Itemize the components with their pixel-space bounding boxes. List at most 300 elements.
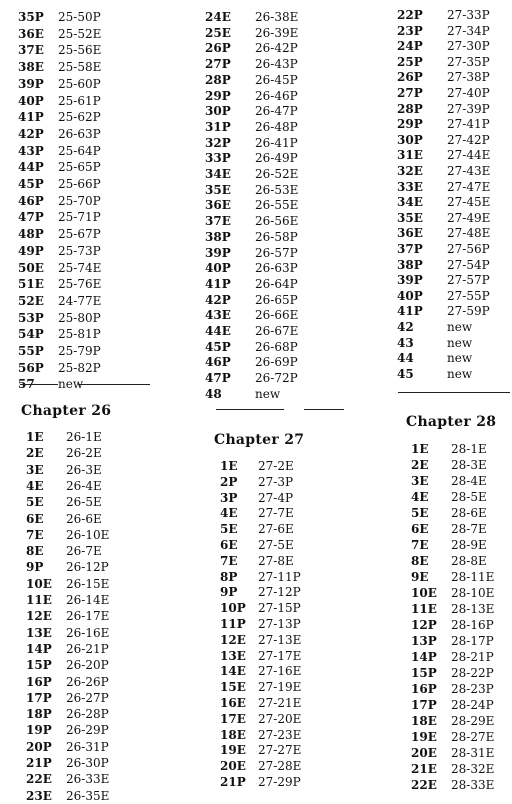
index-entry [0,42,170,58]
problem-number: 55P [18,344,44,358]
index-entry [170,339,340,355]
reference-code: new [447,335,473,350]
index-entry [170,474,340,490]
reference-code: 26-6E [66,511,102,526]
index-entry [0,26,170,42]
problem-number: 42 [397,320,414,334]
index-entry [340,633,510,649]
index-entry [170,521,340,537]
reference-code: 28-1E [451,442,487,456]
index-entry [170,727,340,743]
problem-number: 48 [205,386,222,401]
reference-code: 27-55P [447,288,490,303]
reference-code: 27-7E [258,506,294,521]
reference-code: 26-12P [66,560,109,575]
index-entry [170,632,340,648]
problem-number: 6E [411,522,429,536]
reference-code: 26-53E [255,182,299,197]
index-entry [170,663,340,679]
problem-number: 37P [397,242,423,256]
index-entry [170,553,340,569]
index-entry [170,182,340,198]
reference-code: 27-19E [258,680,302,695]
column-3 [340,0,512,800]
index-entry [0,755,170,771]
problem-number: 28P [397,101,423,116]
reference-code: 25-73P [58,243,101,258]
problem-number: 54P [18,327,44,342]
problem-number: 29P [397,117,423,132]
index-entry [0,429,170,445]
index-entry [170,245,340,261]
problem-number: 38P [205,229,231,244]
problem-number: 41P [397,304,423,319]
index-entry [340,163,510,179]
index-entry [340,665,510,681]
problem-number: 26P [397,70,423,85]
reference-code: 25-81P [58,327,101,342]
problem-number: 39P [18,76,44,91]
index-entry [0,511,170,527]
index-entry [0,143,170,159]
problem-number: 47P [18,210,44,225]
problem-number: 32P [205,135,231,150]
reference-code: 27-4P [258,490,294,505]
reference-code: 25-62P [58,110,101,125]
reference-code: 26-15E [66,576,110,591]
problem-number: 5E [411,506,429,520]
index-entry [340,505,510,521]
reference-code: 26-21P [66,641,109,656]
index-entry [170,537,340,553]
reference-code: 27-38P [447,70,490,85]
reference-code: 25-76E [58,277,102,292]
index-entry [340,441,510,457]
problem-number: 5E [26,495,44,510]
reference-code: 26-7E [66,544,102,559]
index-entry [340,729,510,745]
reference-code: 27-30P [447,39,490,54]
reference-code: 25-64P [58,143,101,158]
reference-code: 26-20P [66,658,109,673]
reference-code: 25-61P [58,93,101,108]
index-entry [340,23,510,39]
reference-code: 28-6E [451,506,487,520]
problem-number: 48P [18,227,44,242]
problem-number: 36E [18,26,44,41]
reference-code: 26-57P [255,245,298,260]
index-entry [0,543,170,559]
problem-number: 34E [205,167,231,181]
index-entry [0,462,170,478]
problem-number: 29P [205,88,231,103]
problem-number: 46P [205,355,231,370]
index-entry [340,225,510,241]
index-entry [170,166,340,182]
reference-code: 26-43P [255,57,298,72]
reference-code: 25-71P [58,210,101,225]
problem-number: 17P [411,698,437,712]
problem-number: 20E [220,759,246,774]
problem-number: 13E [26,625,52,640]
reference-code: 26-69P [255,355,298,370]
reference-code: new [447,366,473,381]
index-entry [340,319,510,335]
index-entry [0,293,170,309]
index-entry [170,119,340,135]
reference-code: 28-31E [451,746,495,760]
reference-code: 26-27P [66,690,109,705]
reference-code: 26-63P [255,261,298,276]
index-entry [340,303,510,319]
problem-number: 39P [397,273,423,288]
index-entry [340,681,510,697]
reference-code: 28-7E [451,522,487,536]
problem-number: 38E [18,60,44,75]
reference-code: 28-8E [451,554,487,568]
problem-number: 22P [397,8,423,22]
reference-code: 26-5E [66,495,102,510]
index-entry [170,490,340,506]
problem-number: 12P [411,618,437,632]
problem-number: 5E [220,522,238,537]
index-entry [170,616,340,632]
reference-code: 27-57P [447,273,490,288]
problem-number: 41P [205,276,231,291]
problem-number: 15E [220,680,246,695]
problem-number: 9E [411,570,429,584]
reference-code: 27-6E [258,522,294,537]
index-entry [340,38,510,54]
chapter-heading: Chapter 26 [21,403,112,419]
problem-number: 38P [397,257,423,272]
reference-code: 28-22P [451,666,494,680]
problem-number: 21P [26,756,52,770]
index-entry [340,101,510,117]
problem-number: 28P [205,72,231,87]
index-entry [170,72,340,88]
index-entry [170,679,340,695]
reference-code: 27-54P [447,257,490,272]
reference-code: 28-24P [451,698,494,712]
problem-number: 40P [397,288,423,303]
index-entry [340,601,510,617]
reference-code: 27-5E [258,538,294,552]
reference-code: 24-77E [58,293,102,308]
problem-number: 17E [220,711,246,726]
reference-code: 27-23E [258,727,302,742]
index-entry [170,260,340,276]
problem-number: 43E [205,308,231,323]
reference-code: 25-80P [58,310,101,325]
reference-code: 27-34P [447,23,490,38]
problem-number: 45P [205,339,231,354]
reference-code: new [447,351,473,366]
problem-number: 3E [411,474,429,488]
index-entry [0,608,170,624]
index-entry [0,126,170,142]
index-entry [340,777,510,793]
index-entry [0,559,170,575]
reference-code: 26-45P [255,72,298,87]
index-entry [0,176,170,192]
separator-line [78,384,150,385]
index-entry [0,276,170,292]
reference-code: 25-66P [58,177,101,191]
index-entry [0,260,170,276]
index-entry [0,93,170,109]
index-entry [170,213,340,229]
reference-code: 25-58E [58,60,102,75]
reference-code: 26-26P [66,674,109,689]
index-entry [340,585,510,601]
problem-number: 16P [411,682,437,696]
problem-number: 2E [26,446,44,461]
index-entry [340,745,510,761]
reference-code: 26-38E [255,10,299,24]
problem-number: 4E [26,478,44,493]
reference-code: 26-30P [66,756,109,770]
index-entry [170,25,340,41]
problem-number: 9P [26,560,44,575]
index-entry [170,386,340,402]
problem-number: 45P [18,177,44,191]
reference-code: 26-48P [255,119,298,134]
column-2 [170,0,340,800]
reference-code: 25-74E [58,260,102,275]
reference-code: 26-56E [255,214,299,229]
problem-number: 37E [18,43,44,58]
index-entry [170,354,340,370]
problem-number: 40P [18,93,44,108]
reference-code: 28-5E [451,490,487,504]
index-entry [340,210,510,226]
index-entry [0,243,170,259]
problem-number: 42P [18,126,44,141]
reference-code: 26-28P [66,707,109,722]
reference-code: new [255,386,281,401]
reference-code: 27-21E [258,696,302,710]
reference-code: 25-67P [58,227,101,242]
index-entry [0,706,170,722]
problem-number: 27P [397,86,423,100]
reference-code: 26-41P [255,135,298,150]
index-entry [340,85,510,101]
index-entry [0,226,170,242]
index-entry [170,569,340,585]
problem-number: 51E [18,277,44,292]
index-entry [340,366,510,382]
reference-code: 26-55E [255,198,299,213]
reference-code: 26-17E [66,609,110,624]
index-entry [0,59,170,75]
index-entry [170,88,340,104]
problem-number: 30P [205,104,231,119]
index-entry [340,272,510,288]
reference-code: 27-16E [258,664,302,679]
reference-code: 25-82P [58,360,101,375]
problem-number: 23E [26,788,52,803]
problem-number: 7E [411,538,429,552]
reference-code: 26-1E [66,430,102,444]
reference-code: 27-35P [447,54,490,69]
problem-number: 11E [26,593,52,607]
problem-number: 11P [220,617,246,631]
reference-code: 26-58P [255,229,298,244]
problem-number: 13E [220,648,246,663]
index-entry [340,288,510,304]
index-entry [170,648,340,664]
problem-number: 21P [220,775,246,789]
problem-number: 10E [411,586,437,600]
reference-code: new [58,377,84,392]
index-entry [340,132,510,148]
reference-code: 26-35E [66,788,110,803]
index-entry [170,197,340,213]
reference-code: 26-65P [255,292,298,307]
reference-code: 27-48E [447,226,491,241]
problem-number: 26P [205,41,231,56]
index-entry [0,722,170,738]
problem-number: 37E [205,214,231,229]
problem-number: 10E [26,576,52,591]
index-entry [0,641,170,657]
reference-code: 27-41P [447,117,490,132]
reference-code: 28-21P [451,650,494,664]
problem-number: 35E [205,182,231,197]
index-entry [340,147,510,163]
reference-code: 26-10E [66,527,110,542]
index-entry [170,323,340,339]
problem-number: 24E [205,10,231,24]
problem-number: 46P [18,193,44,208]
index-entry [340,54,510,70]
problem-number: 25P [397,54,423,69]
problem-number: 20P [26,739,52,754]
index-entry [170,292,340,308]
problem-number: 4E [220,506,238,521]
problem-number: 15P [411,666,437,680]
index-entry [340,489,510,505]
problem-number: 19E [411,730,437,744]
problem-number: 18P [26,707,52,722]
index-entry [340,116,510,132]
reference-code: 26-52E [255,167,299,181]
reference-code: 26-39E [255,25,299,40]
problem-number: 7E [26,527,44,542]
problem-number: 19P [26,723,52,738]
index-entry [0,478,170,494]
index-entry [340,537,510,553]
problem-number: 3P [220,490,238,505]
problem-number: 34E [397,195,423,210]
index-entry [0,625,170,641]
index-entry [170,370,340,386]
reference-code: 26-68P [255,339,298,354]
index-entry [170,307,340,323]
reference-code: 26-72P [255,371,298,386]
index-entry [0,109,170,125]
problem-number: 50E [18,260,44,275]
problem-number: 33E [397,179,423,194]
problem-number: 1E [26,430,44,444]
problem-number: 1E [220,459,238,473]
reference-code: 28-16P [451,618,494,632]
reference-code: new [447,320,473,334]
reference-code: 28-3E [451,458,487,472]
problem-number: 35E [397,210,423,225]
index-entry [340,617,510,633]
reference-code: 27-17E [258,648,302,663]
reference-code: 27-13P [258,617,301,631]
reference-code: 27-29P [258,775,301,789]
problem-number: 21E [411,762,437,776]
reference-code: 27-27E [258,743,302,758]
index-entry [340,649,510,665]
index-entry [0,193,170,209]
index-entry [340,553,510,569]
problem-number: 14P [26,641,52,656]
problem-number: 41P [18,110,44,125]
index-entry [0,674,170,690]
index-entry [340,69,510,85]
problem-number: 12E [220,632,246,647]
problem-number: 45 [397,366,414,381]
problem-number: 42P [205,292,231,307]
problem-number: 8P [220,569,238,584]
index-entry [340,257,510,273]
problem-number: 15P [26,658,52,673]
reference-code: 27-8E [258,553,294,568]
problem-number: 1E [411,442,429,456]
problem-number: 36E [205,198,231,213]
reference-code: 26-3E [66,462,102,477]
problem-number: 27P [205,57,231,72]
reference-code: 27-39P [447,101,490,116]
index-entry [340,7,510,23]
reference-code: 27-42P [447,132,490,147]
index-entry [340,521,510,537]
problem-number: 10P [220,601,246,616]
column-1 [0,0,170,803]
index-entry [170,774,340,790]
index-entry [0,159,170,175]
reference-code: 25-50P [58,10,101,24]
index-entry [170,505,340,521]
index-entry [340,697,510,713]
problem-number: 20E [411,746,437,760]
problem-number: 56P [18,360,44,375]
problem-number: 12E [26,609,52,624]
index-entry [340,350,510,366]
index-entry [340,194,510,210]
reference-code: 27-15P [258,601,301,616]
index-entry [340,569,510,585]
reference-code: 28-33E [451,778,495,792]
reference-code: 28-9E [451,538,487,552]
index-entry [170,150,340,166]
index-entry [170,742,340,758]
problem-number: 32E [397,164,423,178]
reference-code: 27-11P [258,569,301,584]
problem-number: 8E [26,544,44,559]
problem-number: 7E [220,553,238,568]
chapter-heading: Chapter 28 [406,414,497,430]
problem-number: 31E [397,148,423,163]
index-entry [170,9,340,25]
reference-code: 27-13E [258,632,302,647]
problem-number: 6E [220,538,238,552]
